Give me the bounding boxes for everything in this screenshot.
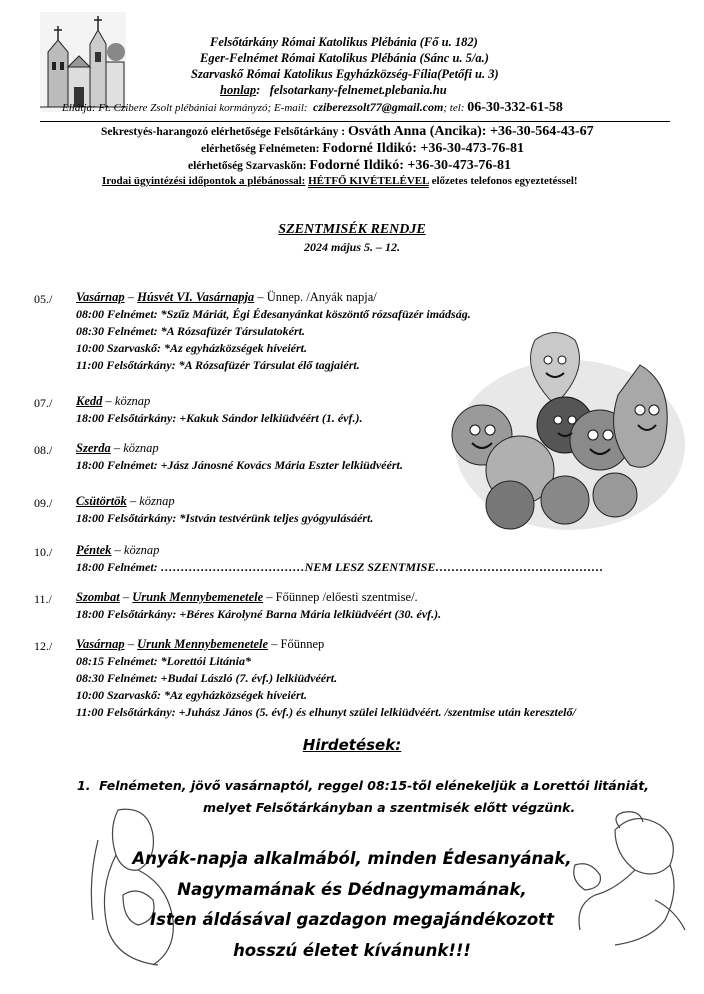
day-separator: – (119, 590, 133, 604)
mass-entry: 11:00 Felsőtárkány: *A Rózsafüzér Társulat élő tagjaiért. (76, 358, 360, 372)
contact-1-label: Sekrestyés-harangozó elérhetősége Felsőtárkány : (101, 126, 346, 138)
announcements-title: Hirdetések: (302, 736, 402, 754)
day-note: – Főünnep (268, 637, 325, 651)
day-note: – Főünnep /előesti szentmise/. (263, 590, 418, 604)
mass-entry: 18:00 Felnémet: ………………………………NEM LESZ SZENTMISE…………………………………… (76, 560, 604, 574)
header-divider (40, 121, 670, 122)
day-name: Csütörtök (76, 494, 127, 508)
day-heading (76, 637, 324, 652)
feast-name: Urunk Mennybemenetele (137, 637, 269, 651)
announcement-1-line1: Felnémeten, jövő vasárnaptól, reggel 08:15-től elénekeljük a Lorettói litániát, (99, 778, 650, 793)
church-illustration-icon (40, 12, 126, 112)
homepage-link[interactable]: felsotarkany-felnemet.plebania.hu (269, 83, 447, 97)
wish-line-1: Anyák-napja alkalmából, minden Édesanyának, (132, 849, 572, 868)
mass-entry: 08:00 Felnémet: *Szűz Máriát, Égi Édesanyánkat köszöntő rózsafüzér imádság. (76, 307, 471, 321)
office-hours-row (102, 175, 578, 187)
parish-line-1: Felsőtárkány Római Katolikus Plébánia (Fő u. 182) (210, 35, 478, 49)
admin-phone: 06-30-332-61-58 (467, 100, 563, 115)
contact-2-value: Fodorné Ildikó: +36-30-473-76-81 (322, 141, 524, 156)
announcement-item-1 (77, 778, 649, 793)
parish-line-2: Eger-Felnémet Római Katolikus Plébánia (Sánc u. 5/a.) (200, 51, 489, 65)
feast-name: Urunk Mennybemenetele (132, 590, 264, 604)
homepage-label: honlap (220, 83, 257, 97)
parish-line-3: Szarvaskő Római Katolikus Egyházközség-Fília(Petőfi u. 3) (191, 67, 499, 81)
day-note: – köznap (110, 441, 159, 455)
contact-1-value: Osváth Anna (Ancika): +36-30-564-43-67 (348, 124, 594, 139)
day-date: 11./ (34, 592, 52, 606)
cartoon-fruit-illustration-icon (440, 325, 690, 535)
wish-line-4: hosszú életet kívánunk!!! (233, 941, 471, 960)
day-date: 05./ (34, 292, 53, 306)
day-heading (76, 394, 150, 409)
homepage-sep: : (256, 83, 261, 97)
day-date: 12./ (34, 639, 53, 653)
admin-row (62, 100, 563, 116)
day-heading (76, 441, 159, 456)
mass-entry: 18:00 Felsőtárkány: +Béres Károlyné Barna Mária lelkiüdvéért (30. évf.). (76, 607, 442, 621)
day-heading (76, 543, 159, 558)
day-separator: – (124, 637, 138, 651)
contact-3-value: Fodorné Ildikó: +36-30-473-76-81 (309, 158, 512, 173)
mass-entry: 18:00 Felsőtárkány: +Kakuk Sándor lelkiüdvéért (1. évf.). (76, 411, 363, 425)
day-name: Szerda (76, 441, 111, 455)
day-note: – Ünnep. /Anyák napja/ (254, 290, 377, 304)
mass-entry: 10:00 Szarvaskő: *Az egyházközségek híveiért. (76, 341, 307, 355)
mass-entry: 11:00 Felsőtárkány: +Juhász János (5. évf.) és elhunyt szülei lelkiüdvéért. /szentmise után keresztelő/ (76, 705, 576, 719)
contact-3-label: elérhetőség Szarvaskőn: (188, 160, 307, 172)
day-note: – köznap (126, 494, 175, 508)
day-name: Péntek (76, 543, 112, 557)
day-date: 10./ (34, 545, 53, 559)
admin-prefix: Ellátja: Ft. Czibere Zsolt plébániai kormányzó; E-mail: (62, 102, 308, 114)
contact-row-2 (201, 141, 524, 157)
mass-entry: 08:30 Felnémet: *A Rózsafüzér Társulatokért. (76, 324, 306, 338)
day-name: Kedd (76, 394, 103, 408)
day-note: – köznap (111, 543, 160, 557)
day-name: Szombat (76, 590, 120, 604)
wish-line-2: Nagymamának és Dédnagymamának, (177, 880, 527, 899)
day-separator: – (124, 290, 138, 304)
admin-email[interactable]: cziberezsolt77@gmail.com (313, 100, 444, 114)
day-heading (76, 494, 175, 509)
admin-tel-label: ; tel: (443, 102, 465, 114)
day-date: 08./ (34, 443, 53, 457)
office-pre: Irodai ügyintézési időpontok a plébánossal: (102, 175, 306, 187)
office-post: előzetes telefonos egyeztetéssel! (431, 175, 578, 187)
day-name: Vasárnap (76, 290, 125, 304)
feast-name: Húsvét VI. Vasárnapja (137, 290, 255, 304)
day-heading (76, 290, 377, 305)
day-name: Vasárnap (76, 637, 125, 651)
schedule-title: SZENTMISÉK RENDJE (278, 222, 426, 237)
schedule-dates: 2024 május 5. – 12. (303, 240, 400, 254)
announcement-1-line2: melyet Felsőtárkányban a szentmisék előtt végzünk. (203, 800, 576, 815)
mass-entry: 18:00 Felsőtárkány: *István testvérünk teljes gyógyulásáért. (76, 511, 374, 525)
day-note: – köznap (102, 394, 151, 408)
contact-row-1 (101, 124, 594, 140)
homepage-row (220, 83, 447, 98)
day-date: 07./ (34, 396, 53, 410)
wish-line-3: Isten áldásával gazdagon megajándékozott (150, 910, 554, 929)
mass-entry: 10:00 Szarvaskő: *Az egyházközségek híveiért. (76, 688, 307, 702)
contact-2-label: elérhetőség Felnémeten: (201, 143, 320, 155)
mass-entry: 08:30 Felnémet: +Budai László (7. évf.) lelkiüdvéért. (76, 671, 338, 685)
day-date: 09./ (34, 496, 53, 510)
mass-entry: 18:00 Felnémet: +Jász Jánosné Kovács Mária Eszter lelkiüdvéért. (76, 458, 403, 472)
office-key: HÉTFŐ KIVÉTELÉVEL (308, 175, 429, 187)
day-heading (76, 590, 418, 605)
contact-row-3 (188, 158, 511, 174)
mass-entry: 08:15 Felnémet: *Lorettói Litánia* (76, 654, 251, 668)
announcement-1-number: 1. (77, 778, 91, 793)
